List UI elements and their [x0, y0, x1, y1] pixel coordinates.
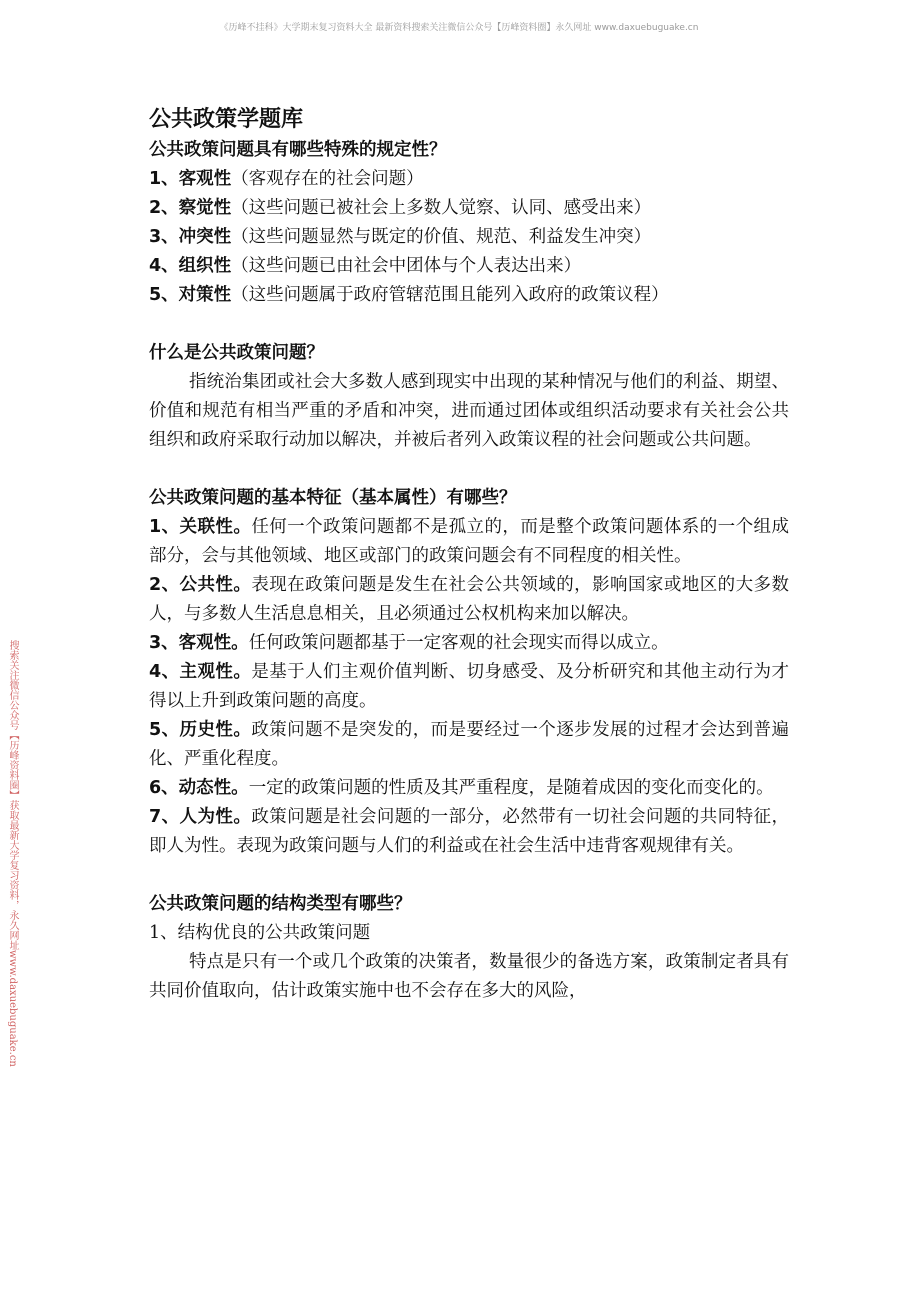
list-item — [149, 629, 789, 658]
section-heading: 什么是公共政策问题？ — [149, 343, 324, 363]
item-text: 表现在政策问题是发生在社会公共领域的，影响国家或地区的大多数人，与多数人生活息息相关，且必须通过公权机构来加以解决。 — [149, 575, 789, 624]
section-heading: 公共政策问题具有哪些特殊的规定性？ — [149, 140, 447, 160]
item-label: 4、主观性。 — [149, 662, 252, 682]
paragraph: 指统治集团或社会大多数人感到现实中出现的某种情况与他们的利益、期望、价值和规范有相当严重的矛盾和冲突，进而通过团体或组织活动要求有关社会公共组织和政府采取行动加以解决，并被后者列入政策议程的社会问题或公共问题。 — [149, 372, 789, 450]
item-text: （客观存在的社会问题） — [231, 169, 424, 189]
item-label: 3、冲突性 — [149, 227, 232, 247]
document-body — [149, 104, 789, 1006]
item-text: 政策问题不是突发的，而是要经过一个逐步发展的过程才会达到普遍化、严重化程度。 — [149, 720, 789, 769]
item-text: （这些问题属于政府管辖范围且能列入政府的政策议程） — [231, 285, 669, 305]
item-label: 1、客观性 — [149, 169, 232, 189]
item-label: 5、对策性 — [149, 285, 232, 305]
item-text: 是基于人们主观价值判断、切身感受、及分析研究和其他主动行为才得以上升到政策问题的高度。 — [149, 662, 789, 711]
section-heading: 公共政策问题的基本特征（基本属性）有哪些？ — [149, 488, 517, 508]
document-title: 公共政策学题库 — [149, 107, 304, 132]
item-text: （这些问题已由社会中团体与个人表达出来） — [231, 256, 582, 276]
item-label: 4、组织性 — [149, 256, 232, 276]
list-item — [149, 774, 789, 803]
item-label: 2、察觉性 — [149, 198, 232, 218]
list-item — [149, 513, 789, 571]
item-label: 2、公共性。 — [149, 575, 252, 595]
section-heading: 公共政策问题的结构类型有哪些？ — [149, 894, 412, 914]
item-text: 政策问题是社会问题的一部分，必然带有一切社会问题的共同特征，即人为性。表现为政策问题与人们的利益或在社会生活中违背客观规律有关。 — [149, 807, 789, 856]
item-text: 任何一个政策问题都不是孤立的，而是整个政策问题体系的一个组成部分，会与其他领域、地区或部门的政策问题会有不同程度的相关性。 — [149, 517, 789, 566]
sub-heading: 1、结构优良的公共政策问题 — [149, 923, 371, 943]
item-text: （这些问题显然与既定的价值、规范、利益发生冲突） — [231, 227, 652, 247]
list-item — [149, 716, 789, 774]
list-item — [149, 252, 789, 281]
item-label: 1、关联性。 — [149, 517, 252, 537]
item-label: 6、动态性。 — [149, 778, 249, 798]
item-label: 3、客观性。 — [149, 633, 249, 653]
side-watermark: 搜索关注微信公众号【历峰资料圈】获取最新大学复习资料，永久网址www.daxuebuguake.cn — [7, 640, 18, 1067]
list-item — [149, 281, 789, 310]
list-item — [149, 165, 789, 194]
page-header-watermark: 《历峰不挂科》大学期末复习资料大全 最新资料搜索关注微信公众号【历峰资料圈】永久网址 www.daxuebuguake.cn — [219, 23, 699, 33]
item-label: 7、人为性。 — [149, 807, 252, 827]
list-item — [149, 194, 789, 223]
item-text: 一定的政策问题的性质及其严重程度，是随着成因的变化而变化的。 — [248, 778, 774, 798]
item-label: 5、历史性。 — [149, 720, 252, 740]
item-text: （这些问题已被社会上多数人觉察、认同、感受出来） — [231, 198, 652, 218]
list-item — [149, 571, 789, 629]
paragraph: 特点是只有一个或几个政策的决策者，数量很少的备选方案，政策制定者具有共同价值取向，估计政策实施中也不会存在多大的风险， — [149, 952, 789, 1001]
list-item — [149, 803, 789, 861]
list-item — [149, 658, 789, 716]
item-text: 任何政策问题都基于一定客观的社会现实而得以成立。 — [248, 633, 669, 653]
list-item — [149, 223, 789, 252]
